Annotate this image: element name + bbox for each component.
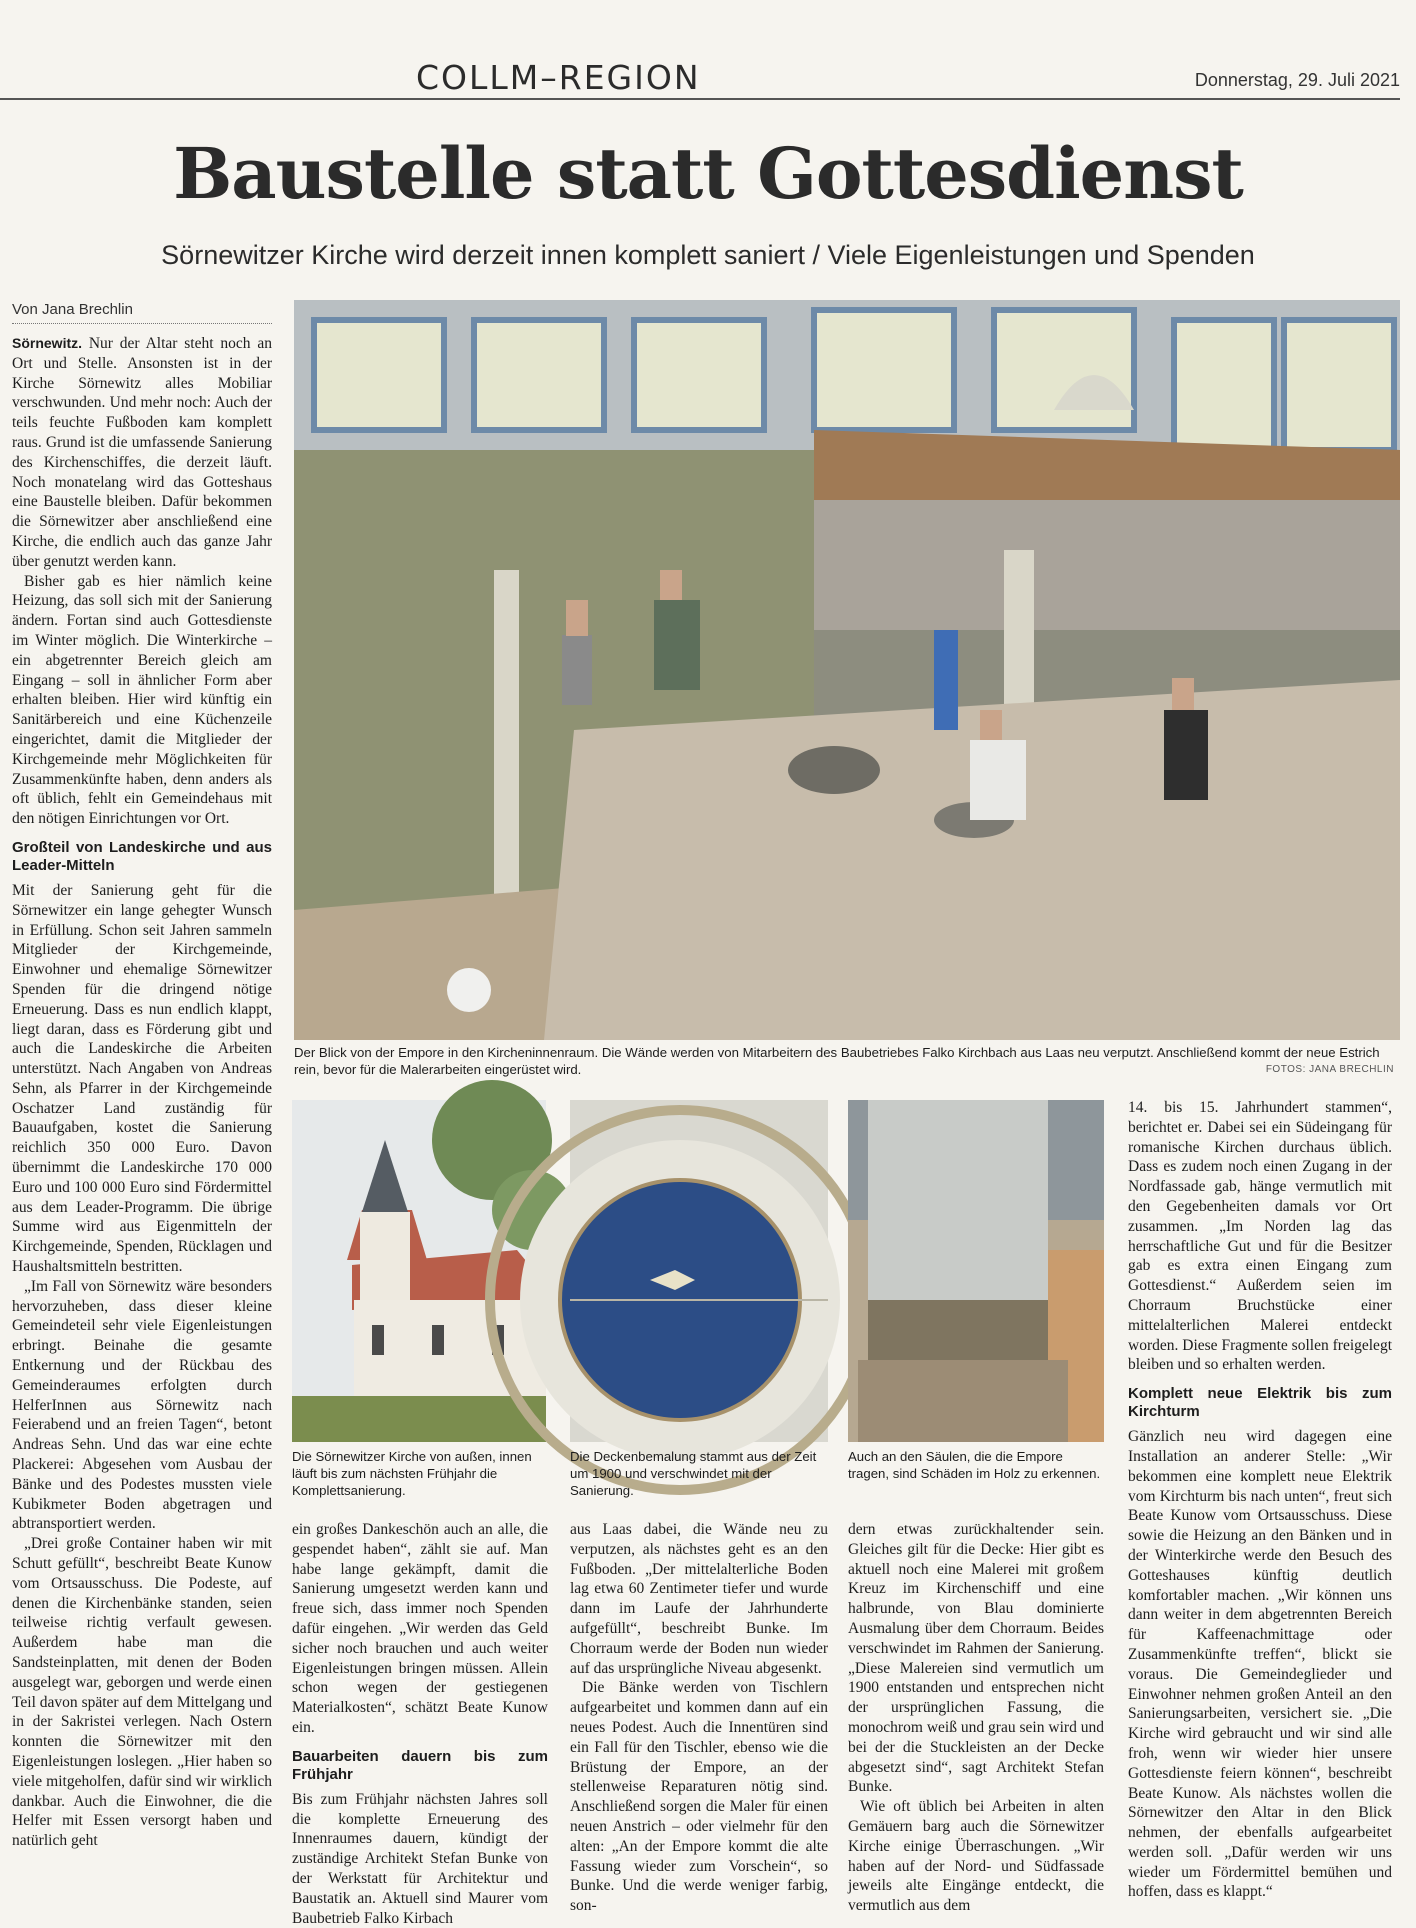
headline: Baustelle statt Gottesdienst [173,132,1243,215]
byline-rule [12,323,272,324]
damaged-column-image [848,1100,1104,1442]
section-heading: Komplett neue Elektrik bis zum Kirchturm [1128,1385,1392,1421]
paragraph: Die Bänke werden von Tischlern aufgearbeitet und kommen dann auf ein neues Podest. Auch die Innentüren sind ein Fall für den Tischler, ebenso wie die Brüstung der Empore, an der stellenweise Reparaturen nötig sind. Anschließend sorgen die Maler für einen neuen Anstrich – oder vielmehr für den alten: „An der Empore kommt die alte Fassung wieder zum Vorschein“, so Bunke. Und die werde weniger farbig, son- [570,1679,828,1915]
section-heading: Großteil von Landeskirche und aus Leader-Mitteln [12,838,272,874]
construction-site-image [294,300,1400,1040]
paragraph: 14. bis 15. Jahrhundert stammen“, berichtet er. Dabei sei ein Südeingang für romanische Kirchen durchaus üblich. Dass es zudem noch einen Zugang in der Nordfassade gab, hänge vermutlich mit den Gegebenheiten damals vor Ort zusammen. „Im Norden lag das herrschaftliche Gut und für die Besitzer gab es extra einen Eingang zum Gottesdienst.“ Außerdem seien im Chorraum Bruchstücke einer mittelalterlichen Malerei entdeckt worden. Diese Fragmente sollen freigelegt bleiben und so erhalten werden. [1128,1099,1392,1374]
paragraph: „Drei große Container haben wir mit Schutt gefüllt“, beschreibt Beate Kunow vom Ortsausschuss. Die Podeste, auf denen die Kirchenbänke standen, seien teilweise richtig verfault gewesen. Außerdem habe man die Sandsteinplatten, mit denen der Boden ausgelegt war, geborgen und werde einen Teil davon später auf dem Mittelgang und in der Sakristei verlegen. Nach Ostern konnten die Sörnewitzer mit den Eigenleistungen loslegen. „Hier haben so viele mitgeholfen, dafür sind wir wirklich dankbar. Auch die Einwohner, die die Helfer mit Essen versorgt haben und natürlich geht [12,1535,272,1850]
photo-credit: FOTOS: JANA BRECHLIN [1265,1064,1394,1075]
paragraph: Sörnewitz. Nur der Altar steht noch an Ort und Stelle. Ansonsten ist in der Kirche Sörnewitz alles Mobiliar verschwunden. Und mehr noch: Auch der teils feuchte Fußboden kam komplett raus. Grund ist die umfassende Sanierung des Kirchenschiffes, die derzeit läuft. Noch monatelang wird das Gotteshaus eine Baustelle bleiben. Dafür bekommen die Sörnewitzer aber anschließend eine Kirche, die endlich auch das ganze Jahr über genutzt werden kann. [12,335,272,570]
photo-damaged-column [848,1100,1104,1442]
text-column-1 [12,334,272,1914]
section-rubric: COLLM–REGION [416,58,701,97]
main-photo-caption: Der Blick von der Empore in den Kircheninnenraum. Die Wände werden von Mitarbeitern des Baubetriebes Falko Kirchbach aus Laas neu verputzt. Anschließend kommt der neue Estrich rein, bevor für die Malerarbeiten eingerüstet wird. [294,1045,1380,1077]
damaged-column-caption: Auch an den Säulen, die die Empore tragen, sind Schäden im Holz zu erkennen. [848,1449,1101,1481]
issue-date: Donnerstag, 29. Juli 2021 [1194,70,1400,90]
paragraph: Bisher gab es hier nämlich keine Heizung, das soll sich mit der Sanierung ändern. Fortan sind auch Gottesdienste im Winter möglich. Die Winterkirche – ein abgetrennter Bereich gleich am Eingang – soll in ähnlicher Form aber erhalten bleiben. Hier wird künftig ein Sanitärbereich und eine Küchenzeile eingerichtet, damit die Mitglieder der Kirchgemeinde mehr Möglichkeiten für Zusammenkünfte haben, denn anders als oft üblich, fehlt ein Gemeindehaus mit den nötigen Einrichtungen vor Ort. [12,572,272,828]
ceiling-painting-caption: Die Deckenbemalung stammt aus der Zeit um 1900 und verschwindet mit der Sanierung. [570,1449,817,1498]
text-column-2 [292,1520,548,1927]
paragraph: Bis zum Frühjahr nächsten Jahres soll die komplette Erneuerung des Innenraumes dauern, kündigt der zuständige Architekt Stefan Bunke von der Werkstatt für Architektur und Baustatik an. Aktuell sind Maurer vom Baubetrieb Falko Kirbach [292,1790,548,1927]
paragraph: aus Laas dabei, die Wände neu zu verputzen, als nächstes geht es an den Fußboden. „Der mittelalterliche Boden lag etwa 60 Zentimeter tiefer und wurde dann im Laufe der Jahrhunderte aufgefüllt“, beschreibt Bunke. Im Chorraum werde der Boden nun wieder auf das ursprüngliche Niveau abgesenkt. [570,1521,828,1677]
section-heading: Bauarbeiten dauern bis zum Frühjahr [292,1747,548,1783]
paragraph: dern etwas zurückhaltender sein. Gleiches gilt für die Decke: Hier gibt es aktuell noch eine Malerei mit großem Kreuz im Kirchenschiff und eine halbrunde, von Blau dominierte Ausmalung über dem Chorraum. Beides verschwindet im Rahmen der Sanierung. „Diese Malereien sind vermutlich um 1900 entstanden und entsprechen nicht der ursprünglichen Fassung, die monochrom weiß und grau sein wird und bei der die Stuckleisten an der Decke abgesetzt sind“, sagt Architekt Stefan Bunke. [848,1521,1104,1796]
paragraph: ein großes Dankeschön auch an alle, die gespendet haben“, zählt sie auf. Man habe lange gekämpft, damit die Sanierung umgesetzt werden kann und freue sich, dass immer noch Spenden dafür eingehen. „Wir werden das Geld sicher noch brauchen und auch weiter Eigenleistungen bringen müssen. Allein schon wegen der gestiegenen Materialkosten“, schätzt Beate Kunow ein. [292,1521,548,1736]
paragraph: Wie oft üblich bei Arbeiten in alten Gemäuern barg auch die Sörnewitzer Kirche einige Überraschungen. „Wir haben auf der Nord- und Südfassade jeweils alte Eingänge entdeckt, die vermutlich aus dem [848,1798,1104,1915]
byline: Von Jana Brechlin [12,301,133,318]
paragraph: „Im Fall von Sörnewitz wäre besonders hervorzuheben, dass dieser kleine Gemeindeteil sehr viele Eigenleistungen erbringt. Beinahe die gesamte Entkernung und der Rückbau des Gemeinderaumes erfolgten durch HelferInnen aus Sörnewitz nach Feierabend und an freien Tagen“, betont Andreas Sehn. Und das war eine echte Plackerei: Abgesehen vom Ausbau der Bänke und des Podestes mussten viele Kubikmeter Boden abgetragen und abtransportiert werden. [12,1277,272,1533]
paragraph: Mit der Sanierung geht für die Sörnewitzer ein lange gehegter Wunsch in Erfüllung. Schon seit Jahren sammeln Mitglieder der Kirchgemeinde, Einwohner und ehemalige Sörnewitzer Spenden für die dringend nötige Erneuerung. Dass es nun endlich klappt, liegt daran, dass es Förderung gibt und auch die Landeskirche die Arbeiten unterstützt. Nach Angaben von Andreas Sehn, als Pfarrer in der Kirchgemeinde Oschatzer Land zuständig für Bauaufgaben, kostet die Sanierung reichlich 350 000 Euro. Davon übernimmt die Landeskirche 170 000 Euro und 100 000 Euro sind Fördermittel aus dem Leader-Programm. Die übrige Summe wird aus Eigenmitteln der Kirchgemeinde, Spenden, Rücklagen und Haushaltsmitteln bestritten. [12,881,272,1276]
ceiling-painting-image [570,1100,828,1442]
main-photo-church-interior [294,300,1400,1040]
photo-ceiling-painting [570,1100,828,1442]
subheadline: Sörnewitzer Kirche wird derzeit innen komplett saniert / Viele Eigenleistungen und Spenden [161,240,1255,270]
header-rule [0,98,1400,100]
dateline: Sörnewitz. [12,335,83,351]
paragraph: Gänzlich neu wird dagegen eine Installation an anderer Stelle: „Wir bekommen eine komplett neue Elektrik vom Kirchturm bis nach unten“, freut sich Beate Kunow vom Ortsausschuss. Diese sowie die Heizung an den Bänken und in der Winterkirche werde den Besuch des Gotteshauses künftig deutlich komfortabler machen. „Wir können uns dann weiter in dem abgetrennten Bereich für Kaffeenachmittage oder Zusammenkünfte treffen“, blickt sie voraus. Die Gemeindeglieder und Einwohner nehmen großen Anteil an den Sanierungsarbeiten, versichert sie. „Die Kirche wird gebraucht und wir sind alle froh, wenn wir wieder hier unsere Gottesdienste feiern können“, beschreibt Beate Kunow. Als nächstes wollen die Sörnewitzer den Altar in den Blick nehmen, der ebenfalls aufgearbeitet werden soll. „Dafür werden wir uns wieder um Fördermittel bemühen und hoffen, dass es klappt.“ [1128,1428,1392,1901]
text-column-5 [1128,1098,1392,1916]
text-column-4 [848,1520,1104,1916]
church-exterior-caption: Die Sörnewitzer Kirche von außen, innen läuft bis zum nächsten Frühjahr die Komplettsanierung. [292,1449,532,1498]
text-column-3 [570,1520,828,1916]
